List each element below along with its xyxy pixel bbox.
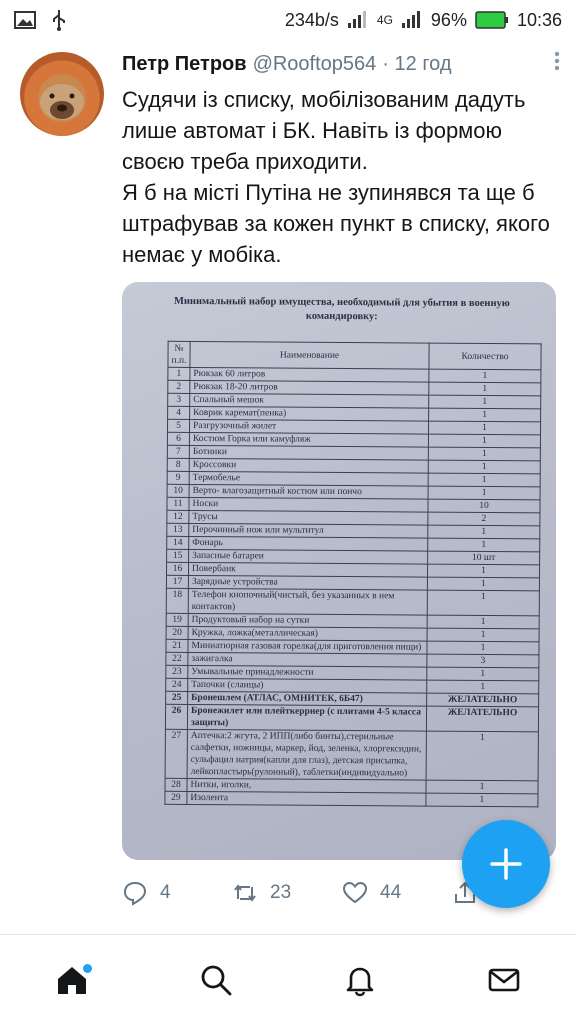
row-item-name: Запасные батареи (189, 549, 428, 564)
dog-avatar-icon (20, 52, 104, 136)
row-quantity: 1 (427, 680, 539, 694)
row-quantity: 10 шт (428, 551, 540, 565)
row-item-name: Ботинки (189, 445, 428, 460)
row-item-name: Повербанк (189, 562, 428, 577)
document-sheet (134, 291, 546, 860)
row-quantity: 1 (427, 564, 539, 578)
row-quantity: 1 (427, 615, 539, 629)
row-item-name: Разгрузочный жилет (189, 419, 428, 434)
row-item-name: Костюм Горка или камуфляж (189, 432, 428, 447)
row-item-name: Тапочки (сланцы) (188, 678, 427, 693)
row-number: 23 (166, 665, 188, 678)
row-number: 2 (168, 380, 190, 393)
row-quantity: 1 (427, 641, 539, 655)
row-item-name: Коврик каремат(пенка) (190, 406, 429, 421)
row-quantity: 10 (428, 499, 540, 513)
row-number: 26 (165, 704, 187, 729)
row-item-name: Нитки, иголки, (187, 778, 426, 793)
row-item-name: Фонарь (189, 536, 428, 551)
row-item-name: Спальный мешок (190, 393, 429, 408)
like-button[interactable] (342, 880, 452, 906)
row-item-name: Рюкзак 60 литров (190, 367, 429, 382)
row-item-name: Кроссовки (189, 458, 428, 473)
retweet-button[interactable] (232, 880, 342, 906)
reply-count: 4 (160, 882, 171, 903)
retweet-icon (232, 880, 258, 906)
battery-icon (475, 11, 509, 29)
row-quantity: 1 (427, 667, 539, 681)
row-quantity: 1 (426, 793, 538, 807)
row-number: 12 (167, 510, 189, 523)
row-quantity: ЖЕЛАТЕЛЬНО (427, 693, 539, 707)
row-item-name: Продуктовый набор на сутки (188, 613, 427, 628)
tweet-time: · 12 год (382, 52, 452, 75)
row-number: 27 (165, 729, 187, 778)
clock: 10:36 (516, 9, 562, 30)
author-handle[interactable]: @Rooftop564 (252, 52, 377, 75)
row-quantity: 1 (428, 460, 540, 474)
row-number: 6 (167, 432, 189, 445)
row-item-name: Бронежилет или плейткеррнер (с плитами 4-5 класса защиты) (187, 704, 426, 731)
row-number: 14 (167, 536, 189, 549)
row-quantity: 3 (427, 654, 539, 668)
row-number: 25 (166, 691, 188, 704)
row-number: 13 (167, 523, 189, 536)
nav-messages[interactable] (474, 950, 534, 1010)
compose-tweet-button[interactable] (462, 820, 550, 908)
row-number: 10 (167, 484, 189, 497)
row-number: 1 (168, 367, 190, 380)
tweet-text (122, 84, 562, 270)
row-number: 28 (165, 778, 187, 791)
tweet-text-line: Судячи із списку, мобілізованим дадуть лише автомат і БК. Навіть із формою своєю треба приходити. (122, 87, 526, 174)
document-table (164, 341, 541, 808)
signal-icon (347, 11, 369, 29)
row-number: 7 (167, 445, 189, 458)
row-quantity: 1 (428, 486, 540, 500)
heart-icon (342, 880, 368, 906)
mail-icon (487, 963, 521, 997)
nav-home[interactable] (42, 950, 102, 1010)
row-quantity: 1 (429, 369, 541, 383)
tweet-photo[interactable] (122, 282, 556, 860)
nav-search[interactable] (186, 950, 246, 1010)
row-quantity: 1 (428, 434, 540, 448)
retweet-count: 23 (270, 882, 292, 903)
tweet-header (122, 50, 562, 78)
search-icon (199, 963, 233, 997)
battery-level: 96% (430, 9, 467, 30)
row-number: 9 (167, 471, 189, 484)
row-quantity: 1 (426, 780, 538, 794)
row-quantity: 1 (427, 628, 539, 642)
row-number: 18 (166, 588, 188, 613)
network-type: 4G (376, 13, 393, 27)
bell-icon (343, 963, 377, 997)
network-speed: 234b/s (284, 9, 339, 30)
row-number: 21 (166, 639, 188, 652)
row-item-name: Изолента (187, 791, 426, 806)
row-quantity: 1 (427, 577, 539, 591)
row-quantity: 1 (427, 590, 539, 616)
row-item-name: Трусы (189, 510, 428, 525)
row-number: 24 (166, 678, 188, 691)
row-quantity: 1 (428, 473, 540, 487)
row-item-name: Телефон кнопочный(чистый, без указанных в нем контактов) (188, 588, 427, 615)
row-number: 20 (166, 626, 188, 639)
row-item-name: Верто- влагозащитный костюм или пончо (189, 484, 428, 499)
row-number: 17 (166, 575, 188, 588)
row-number: 29 (165, 791, 187, 804)
row-number: 3 (168, 393, 190, 406)
row-number: 4 (168, 406, 190, 419)
plus-icon (488, 846, 524, 882)
document-title: Минимальный набор имущества, необходимый для убытия в военную командировку: (173, 295, 510, 323)
table-row (165, 704, 538, 732)
nav-divider (0, 934, 576, 935)
row-item-name: Аптечка:2 жгута, 2 ИПП(либо бинты),стерильные салфетки, ножницы, маркер, йод, зеленка, хлоргексидин, сульфацил натрия(капли для глаз), детская присыпка, лейкопластырь(рулонный), таблетки(индивидуально) (187, 729, 426, 780)
row-item-name: Рюкзак 18-20 литров (190, 380, 429, 395)
row-item-name: Бронешлем (АТЛАС, ОМНИТЕК, 6Б47) (188, 691, 427, 706)
image-icon (14, 11, 36, 29)
row-number: 15 (167, 549, 189, 562)
avatar[interactable] (20, 52, 104, 136)
row-quantity: 1 (428, 525, 540, 539)
reply-icon (122, 880, 148, 906)
col-header-name: Наименование (190, 341, 429, 369)
row-item-name: Перочинный нож или мультитул (189, 523, 428, 538)
table-header-row (168, 341, 541, 370)
row-item-name: Носки (189, 497, 428, 512)
row-number: 16 (167, 562, 189, 575)
signal-icon (401, 11, 423, 29)
author-name[interactable]: Петр Петров (122, 52, 247, 75)
table-row (165, 729, 538, 781)
row-quantity: 1 (428, 421, 540, 435)
row-number: 19 (166, 613, 188, 626)
row-item-name: зажигалка (188, 652, 427, 667)
row-number: 22 (166, 652, 188, 665)
row-quantity: 1 (428, 538, 540, 552)
nav-notifications[interactable] (330, 950, 390, 1010)
bottom-navigation (0, 936, 576, 1024)
row-quantity: 2 (428, 512, 540, 526)
notification-dot (83, 964, 92, 973)
table-row (165, 791, 538, 807)
more-options-icon[interactable] (552, 49, 562, 79)
row-item-name: Миниатюрная газовая горелка(для приготовления пищи) (188, 639, 427, 654)
row-item-name: Умывальные принадлежности (188, 665, 427, 680)
col-header-quantity: Количество (429, 343, 541, 370)
row-item-name: Зарядные устройства (188, 575, 427, 590)
status-bar (0, 0, 576, 40)
table-row (166, 588, 539, 616)
row-quantity: 1 (428, 447, 540, 461)
row-quantity: 1 (429, 382, 541, 396)
tweet-text-line: Я б на місті Путіна не зупинявся та ще б штрафував за кожен пункт в списку, якого немає у мобіка. (122, 180, 550, 267)
reply-button[interactable] (122, 880, 232, 906)
row-quantity: ЖЕЛАТЕЛЬНО (426, 706, 538, 732)
row-number: 11 (167, 497, 189, 510)
row-quantity: 1 (429, 395, 541, 409)
row-quantity: 1 (426, 731, 538, 781)
row-item-name: Кружка, ложка(металлическая) (188, 626, 427, 641)
usb-icon (50, 9, 68, 31)
row-item-name: Термобелье (189, 471, 428, 486)
like-count: 44 (380, 882, 402, 903)
col-header-number: № п.п. (168, 341, 190, 367)
row-quantity: 1 (429, 408, 541, 422)
row-number: 5 (167, 419, 189, 432)
row-number: 8 (167, 458, 189, 471)
